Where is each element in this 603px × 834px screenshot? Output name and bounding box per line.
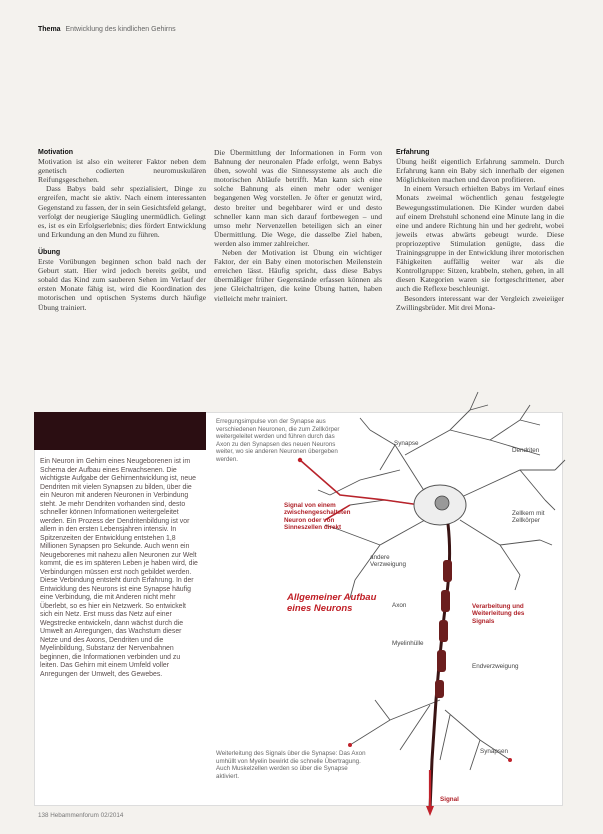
label-axon: Axon	[392, 602, 407, 609]
label-signal-out: Signal	[440, 796, 459, 803]
label-endverzweigung: Endverzweigung	[472, 663, 519, 670]
paragraph: Die Übermittlung der Informationen in Form von Bahnung der neuronalen Pfade erfolgt, wenn Babys üben, sowohl was die Sinnessysteme als auch die motorischen Abläufe betrifft. Man kann sich eine solche Bahnung als einen mehr oder weniger begangenen Weg vorstellen. Je öfter er genutzt wird, desto breiter und begehbarer wird er und desto schneller kann man sich darauf fortbewegen – und umso mehr Nervenzellen beteiligen sich an einer Übermittlung. Die Wege, die dasselbe Ziel haben, werden also immer zahlreicher.	[214, 148, 382, 248]
paragraph: In einem Versuch erhielten Babys im Verlauf eines Monats zweimal wöchentlich genau festgelegte Bewegungsstimulationen. Die Kinder wurden dabei auf einem Drehstuhl schonend eine Minute lang in die eine und andere Richtung hin und her gedreht, wobei jeweils etwas abwärts gebeugt wurde. Diese propriozeptive Stimulation genügte, dass die Trainingsgruppe in der Entwicklung ihrer motorischen Fähigkeiten auffällig weiter war als die Kontrollgruppe: Sitzen, krabbeln, stehen, gehen, in all diesen Kategorien waren sie fortgeschrittener, aber auch die Reflexe beschleunigt.	[396, 184, 564, 294]
label-synapse: Synapse	[394, 440, 419, 447]
section-label: Thema	[38, 26, 61, 33]
caption-bottom: Weiterleitung des Signals über die Synapse: Das Axon umhüllt von Myelin bewirkt die schnelle Übertragung. Auch Muskelzellen werden so über die Synapse aktiviert.	[216, 750, 366, 780]
paragraph: Dass Babys bald sehr spezialisiert, Dinge zu ergreifen, macht sie aktiv. Nach einem interessanten Gegenstand zu fassen, der in sein Gesichtsfeld gelangt, verfolgt der neugierige Säugling unermüdlich. Gelingt es, ist es ein Erfolgserlebnis; dies fördert Entwicklung und Erkundung an den Mund zu führen.	[38, 184, 206, 239]
caption-top: Erregungsimpulse von der Synapse aus verschiedenen Neuronen, die zum Zellkörper weitergeleitet werden und führen durch das Axon zu den Synapsen des neuen Neurons weiter, wo sie anderen Neuronen übergeben werden.	[216, 418, 340, 463]
label-synapsen: Synapsen	[480, 748, 509, 755]
heading-erfahrung: Erfahrung	[396, 149, 430, 156]
paragraph: Übung heißt eigentlich Erfahrung sammeln. Durch Erfahrung kann ein Baby sich innerhalb der eigenen Möglichkeiten machen und davon profitieren.	[396, 157, 564, 185]
heading-uebung: Übung	[38, 248, 61, 256]
heading-motivation: Motivation	[38, 149, 73, 156]
section-title: Entwicklung des kindlichen Gehirns	[65, 26, 176, 33]
label-myelin: Myelinhülle	[392, 640, 424, 647]
label-signal-in: Signal von einem zwischengeschalteten Neuron oder von Sinneszellen direkt	[284, 502, 351, 532]
label-zellkern: Zellkern mit Zellkörper	[512, 510, 545, 525]
label-andere: andere Verzweigung	[370, 554, 407, 569]
infobox-text: Ein Neuron im Gehirn eines Neugeborenen ist im Schema der Aufbau eines Erwachsenen. Die wichtigste Aufgabe der Gehirnentwicklung ist, neue Dendriten mit vielen Synapsen zu bilden, über die ein Neuron mit anderen Neuronen in Verbindung steht. Je mehr Dendriten vorhanden sind, desto schneller können Informationen weitergeleitet werden. Ein Prozess der Dendritenbildung ist vor allem in den ersten Lebensjahren intensiv. In Spitzenzeiten der Entwicklung entstehen 1,8 Millionen Synapsen pro Sekunde. Auch wenn ein Neugeborenes mit nahezu allen Neuronen zur Welt kommt, die es im späteren Leben je haben wird, die Verbindungen müssen erst noch gebildet werden. Diese Verbindung entsteht durch Erfahrung. In der Entwicklung des Neurons ist eine Synapse häufig eine Verbindung, die mit Anderen nicht mehr Überlebt, so es hier ein Netzwerk. So entwickelt sich ein Netz. Erst muss das Netz auf einer Wegstrecke entwickeln, dann wächst durch die Umwelt an Anregungen, das Wachstum dieser Netze und des Axons, Dendriten und die Myelinbildung, Substanz der Nervenbahnen beginnen, die Informationen verbinden und zu leiten. Das Gehirn mit einem Umfeld voller Anregungen der Umwelt, des Gewebes.	[40, 458, 198, 678]
paragraph: Erste Vorübungen beginnen schon bald nach der Geburt statt. Hier wird jedoch bereits geübt, und sobald das Kind zum sauberen Sehen im Verlauf der ersten Monate fähig ist, wird die Koordination des motorischen und optischen Systems durch häufige Übung trainiert.	[38, 257, 206, 312]
page-footer: 138 Hebammenforum 02/2014	[38, 812, 124, 819]
label-verarbeitung: Verarbeitung und Weiterleitung des Signals	[472, 603, 525, 625]
label-dendriten: Dendriten	[512, 447, 540, 454]
paragraph: Neben der Motivation ist Übung ein wichtiger Faktor, der ein Baby einen motorischen Meilenstein erreichen lässt. Häufig spricht, dass diese Babys übermäßiger früher Gegenstände erfassen können als jene Gleichaltrigen, die keine Übung hatten, haben vielleicht mehr trainiert.	[214, 248, 382, 303]
paragraph: Besonders interessant war der Vergleich zweieiiger Zwillingsbrüder. Mit drei Mona-	[396, 293, 564, 312]
paragraph: Motivation ist also ein weiterer Faktor neben dem genetisch codierten neuromuskulären Reifungsgeschehen.	[38, 157, 206, 185]
diagram-title: Allgemeiner Aufbau eines Neurons	[287, 592, 377, 614]
